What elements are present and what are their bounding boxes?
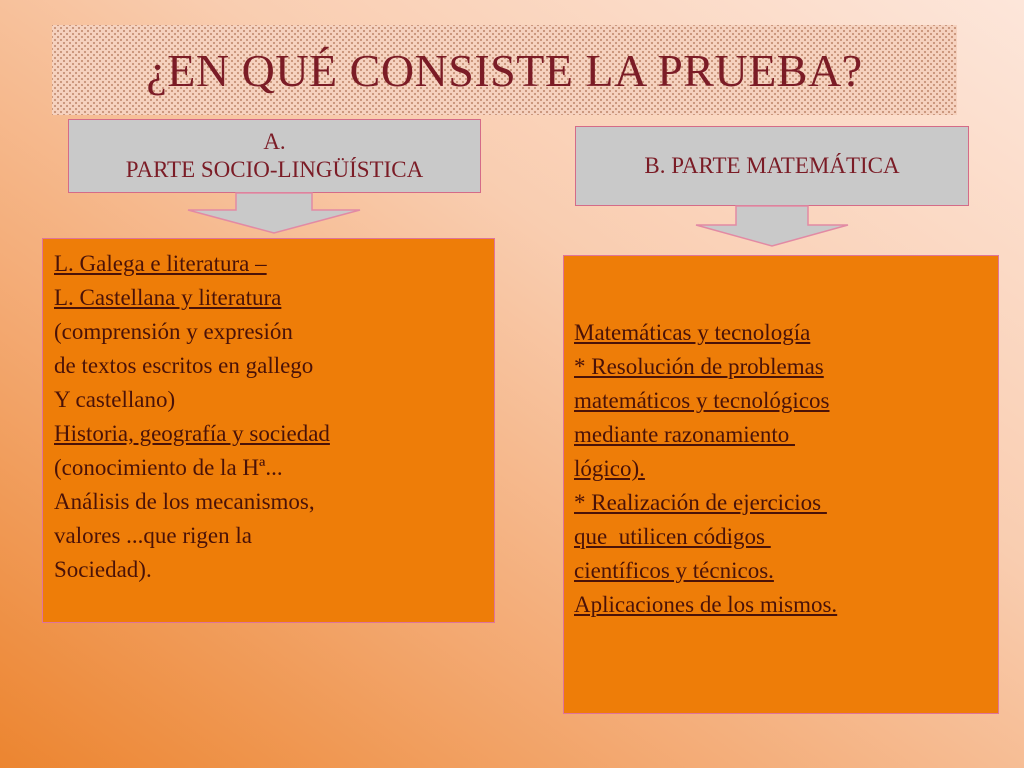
section-a-line: Sociedad). xyxy=(54,557,152,582)
down-arrow-b-icon xyxy=(694,205,850,247)
down-arrow-a-icon xyxy=(186,192,362,234)
section-b-line: mediante razonamiento xyxy=(574,422,795,447)
section-b-line: * Resolución de problemas xyxy=(574,354,824,379)
section-a-line: valores ...que rigen la xyxy=(54,523,252,548)
section-a-header-line: PARTE SOCIO-LINGÜÍSTICA xyxy=(125,157,424,182)
section-a-line: Historia, geografía y sociedad xyxy=(54,421,330,446)
section-a-header xyxy=(68,119,481,193)
section-b-line: lógico). xyxy=(574,456,645,481)
title-banner xyxy=(52,25,957,115)
section-b-line: * Realización de ejercicios xyxy=(574,490,827,515)
slide-title: ¿EN QUÉ CONSISTE LA PRUEBA? xyxy=(146,44,863,96)
section-b-line: Aplicaciones de los mismos. xyxy=(574,592,838,617)
section-b-line: matemáticos y tecnológicos xyxy=(574,388,830,413)
section-a-content xyxy=(42,238,495,623)
section-a-line: L. Galega e literatura – xyxy=(54,251,267,276)
section-b-header xyxy=(575,126,969,206)
section-a-line: de textos escritos en gallego xyxy=(54,353,314,378)
section-a-header-line: A. xyxy=(263,129,286,155)
section-b-line: Matemáticas y tecnología xyxy=(574,320,811,345)
section-b-header-label: B. PARTE MATEMÁTICA xyxy=(644,153,900,179)
section-a-line: (comprensión y expresión xyxy=(54,319,293,344)
section-b-content xyxy=(563,255,999,714)
section-a-line: Análisis de los mecanismos, xyxy=(54,489,315,514)
section-a-line: (conocimiento de la Hª... xyxy=(54,455,283,480)
section-a-line: L. Castellana y literatura xyxy=(54,285,282,310)
section-b-line: que utilicen códigos xyxy=(574,524,771,549)
section-b-line: científicos y técnicos. xyxy=(574,558,774,583)
section-a-line: Y castellano) xyxy=(54,387,176,412)
